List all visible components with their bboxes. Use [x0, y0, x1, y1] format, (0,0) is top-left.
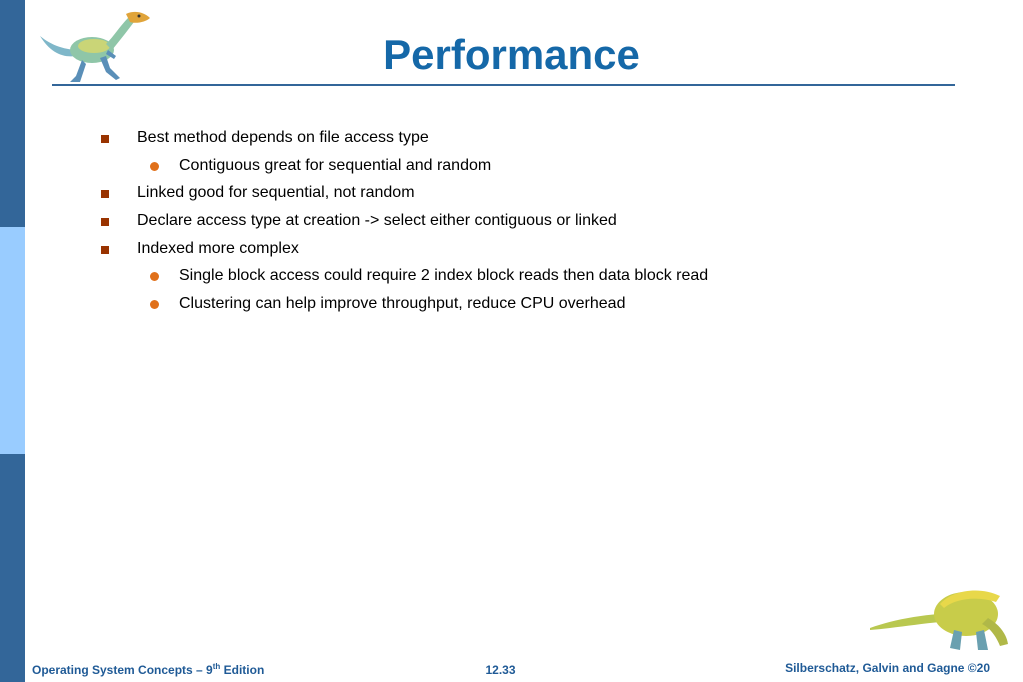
bullet-text: Best method depends on file access type [137, 129, 429, 146]
bullet-text: Linked good for sequential, not random [137, 184, 415, 202]
sub-bullet-item [98, 154, 708, 182]
footer-authors: Silberschatz, Galvin and Gagne ©20 [785, 661, 990, 675]
bullet-item [98, 126, 708, 154]
sub-bullet-item [98, 264, 708, 292]
square-bullet-icon [101, 246, 109, 254]
bullet-item [98, 181, 708, 209]
square-bullet-icon [101, 135, 109, 143]
bullet-list [98, 126, 708, 320]
page-title: Performance [383, 31, 640, 78]
sub-bullet-item [98, 292, 708, 320]
sub-bullet-text: Single block access could require 2 index block reads then data block read [179, 267, 709, 285]
title-divider [52, 84, 955, 86]
bullet-text: Indexed more complex [137, 239, 299, 257]
sub-bullet-text: Contiguous great for sequential and random [179, 156, 492, 174]
circle-bullet-icon [150, 272, 159, 281]
circle-bullet-icon [150, 162, 159, 171]
footer-book-title: Operating System Concepts – 9th Edition [32, 662, 265, 677]
square-bullet-icon [101, 190, 109, 198]
bullet-text: Declare access type at creation -> select either contiguous or linked [137, 212, 617, 230]
side-bar-highlight [0, 227, 25, 454]
dinosaur-icon [868, 584, 1016, 656]
bullet-item [98, 237, 708, 265]
circle-bullet-icon [150, 300, 159, 309]
side-bar [0, 0, 25, 682]
sub-bullet-text: Clustering can help improve throughput, reduce CPU overhead [179, 295, 626, 313]
footer-slide-number: 12.33 [485, 663, 516, 677]
bullet-item [98, 209, 708, 237]
square-bullet-icon [101, 218, 109, 226]
